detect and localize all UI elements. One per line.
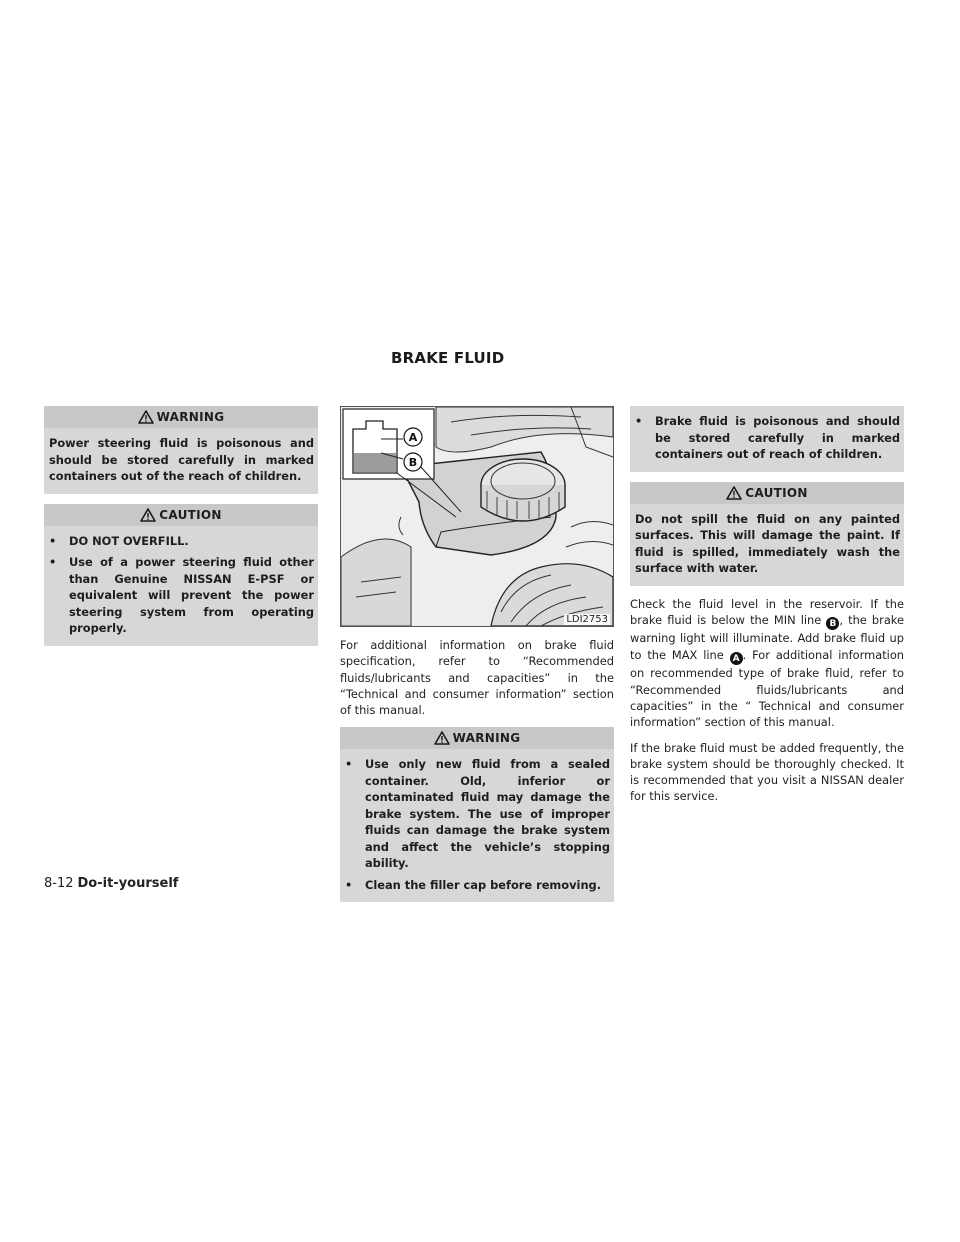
warning-triangle-icon <box>434 731 450 745</box>
caution-item-text: Use of a power steering fluid other than Genuine NISSAN E-PSF or equivalent will prevent the power steering system from operating properly. <box>69 555 314 635</box>
warning-box <box>340 727 614 902</box>
warning-continuation-box <box>630 406 904 472</box>
fluid-level-paragraph <box>630 596 904 731</box>
caution-item-text: DO NOT OVERFILL. <box>69 533 189 548</box>
warning-item-text: Use only new fluid from a sealed container. Old, inferior or contaminated fluid may damage the brake system. The use of improper fluids can damage the brake system and affect the vehicle’s stopping ability. <box>365 757 610 871</box>
figure-code: LDI2753 <box>566 614 608 625</box>
warning-item <box>635 413 900 463</box>
fluid-level-text-3: . For additional information on recommended type of brake fluid, refer to “Recommended fluids/lubricants and capacities” in the “ Technical and consumer information” section of this manual. <box>630 647 905 730</box>
warning-heading: WARNING <box>452 731 521 746</box>
warning-item-text: Brake fluid is poisonous and should be stored carefully in marked containers out of reach of children. <box>655 414 900 461</box>
caution-triangle-icon <box>726 486 742 500</box>
caution-item <box>49 554 314 637</box>
warning-item <box>345 877 610 894</box>
caution-box <box>44 504 318 646</box>
warning-text: Power steering fluid is poisonous and should be stored carefully in marked containers out of the reach of children. <box>49 436 314 483</box>
bullet-icon: • <box>345 757 353 772</box>
caution-text: Do not spill the fluid on any painted surfaces. This will damage the paint. If fluid is spilled, immediately wash the surface with water. <box>635 511 900 575</box>
left-column <box>44 406 318 656</box>
max-line-marker: A <box>730 652 743 665</box>
right-column <box>630 406 904 814</box>
warning-header <box>44 406 318 428</box>
brake-reservoir-illustration <box>341 407 613 626</box>
warning-heading: WARNING <box>156 410 225 424</box>
fluid-level-text-2: , the brake warning light will illuminate. Add brake fluid up to the MAX line <box>630 612 904 662</box>
caution-triangle-icon <box>140 508 156 522</box>
warning-triangle-icon <box>138 410 154 424</box>
bullet-icon: • <box>345 877 353 892</box>
figure-label-b: B <box>408 456 418 469</box>
caution-header <box>44 504 318 526</box>
page-footer <box>44 876 178 891</box>
section-title: BRAKE FLUID <box>391 349 505 367</box>
caution-box <box>630 482 904 586</box>
bullet-icon: • <box>49 533 57 548</box>
caution-heading: CAUTION <box>745 485 808 500</box>
min-line-marker: B <box>826 617 839 630</box>
warning-header <box>340 727 614 749</box>
caution-item <box>49 533 314 550</box>
warning-item <box>345 756 610 872</box>
caution-header <box>630 482 904 504</box>
chapter-name: Do-it-yourself <box>77 876 179 891</box>
warning-box <box>44 406 318 494</box>
brake-reservoir-figure <box>340 406 614 627</box>
brake-fluid-spec-paragraph: For additional information on brake fluid specification, refer to “Recommended fluids/lubricants and capacities” in the “Technical and consumer information” section of this manual. <box>340 638 614 718</box>
caution-heading: CAUTION <box>159 507 222 522</box>
bullet-icon: • <box>635 414 643 428</box>
bullet-icon: • <box>49 555 57 569</box>
fluid-level-text-1: Check the fluid level in the reservoir. If the brake fluid is below the MIN line <box>630 596 904 627</box>
page-number: 8-12 <box>44 876 74 891</box>
figure-label-a: A <box>408 431 418 444</box>
service-paragraph: If the brake fluid must be added frequently, the brake system should be thoroughly checked. It is recommended that you visit a NISSAN dealer for this service. <box>630 740 904 804</box>
warning-item-text: Clean the filler cap before removing. <box>365 877 602 892</box>
middle-column <box>340 406 614 912</box>
